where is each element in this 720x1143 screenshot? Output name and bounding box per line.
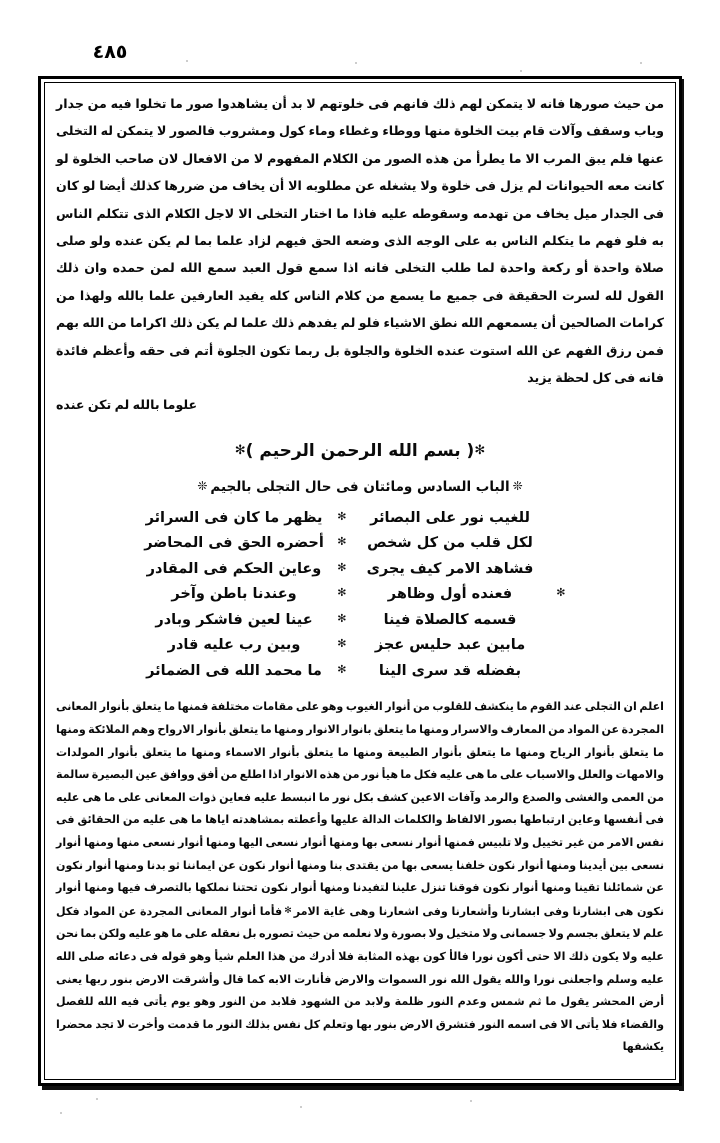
poem-verse bbox=[56, 633, 664, 659]
page-content bbox=[45, 83, 675, 1079]
verse-hemistich-first: فعنده أول وظاهر bbox=[387, 586, 513, 603]
verse-separator-icon: ✻ bbox=[337, 637, 347, 651]
poem-verse bbox=[56, 506, 664, 532]
poem-verse bbox=[56, 531, 664, 557]
scan-speck bbox=[640, 62, 642, 64]
scan-speck bbox=[355, 62, 357, 64]
verse-separator-icon: ✻ bbox=[337, 560, 347, 574]
page-border-inner bbox=[44, 82, 676, 1080]
verse-hemistich-first: فشاهد الامر كيف يجرى bbox=[366, 560, 534, 577]
star-icon: ✻ bbox=[474, 442, 486, 458]
scan-speck bbox=[520, 70, 522, 72]
star-icon: ✻ bbox=[284, 905, 292, 916]
flower-icon: ❊ bbox=[512, 478, 523, 493]
paragraph-text: اعلم ان التجلى عند القوم ما ينكشف للقلوب من أنوار الغيوب وهو على مقامات مختلفة فمنها ما يتعلق بأنوار المعانى المجردة عن المواد من المعارف والاسرار ومنها ما يتعلق بانوار الانوار ومنها ما يتعلق بأنوار الارواح وهم الملائكة ومنها ما يتعلق بأنوار الرياح ومنها ما يتعلق بأنوار الطبيعة ومنها ما يتعلق بأنوار الاسماء ومنها ما يتعلق بأنوار المولدات والامهات والعلل والاسباب على ما هى عليه فكل ما هيأ نور من هذه الانوار اذا اطلع من أفق ووافق عين البصيرة سالمة من العمى والغشى والصدع والرمد وآفات الاعين كشف بكل نور ما انبسط عليه فعاين ذوات المعانى على ما هى عليه فى أنفسها وعاين ارتباطها بصور الالفاظ والكلمات الدالة عليها وأعطته بمشاهدته اياها ما هى عليه من الحقائق فى نفس الامر من غير تخييل ولا تلبيس فمنها أنوار نسعى بها ومنها أنوار نسعى اليها ومنها أنوار نسعى منها ومنها أنوار نسعى بين أيدينا ومنها أنوار نكون خلفنا يسعى بها من يقتدى بنا ومنها أنوار نكون عن ايماننا ثو بدنا ومنها أنوار نكون عن شمائلنا تقينا ومنها أنوار نكون فوقنا تنزل علينا لتفيدنا ومنها أنوار نكون تحتنا نملكها بالتصرف فيها ومنها أنوار نكون هى ابشارنا وفى ابشارنا وأشعارنا وفى اشعارنا وهى غاية الامر bbox=[56, 700, 664, 918]
chapter-heading-text: الباب السادس ومائتان فى حال التجلى بالجيم bbox=[210, 478, 510, 495]
verse-separator-icon: ✻ bbox=[337, 509, 347, 523]
verse-hemistich-second: عينا لعين فاشكر وبادر bbox=[155, 611, 313, 628]
prose-block-bottom bbox=[56, 696, 664, 1059]
verse-trailing-star: ✻ bbox=[556, 586, 566, 600]
scan-speck bbox=[470, 1100, 472, 1102]
poem bbox=[56, 506, 664, 685]
verse-hemistich-second: ما محمد الله فى الضمائر bbox=[146, 662, 322, 679]
verse-separator-icon: ✻ bbox=[337, 535, 347, 549]
scan-speck bbox=[96, 1098, 98, 1100]
chapter-heading bbox=[56, 475, 664, 498]
verse-separator-icon: ✻ bbox=[337, 586, 347, 600]
verse-hemistich-first: بفضله قد سرى الينا bbox=[378, 662, 522, 679]
paragraph: علوما بالله لم تكن عنده bbox=[56, 397, 198, 413]
scan-speck bbox=[60, 1112, 62, 1114]
verse-hemistich-second: أحضره الحق فى المحاضر bbox=[144, 535, 324, 552]
page-border-frame bbox=[38, 76, 682, 1086]
verse-hemistich-second: وعندنا باطن وآخر bbox=[171, 586, 297, 603]
verse-separator-icon: ✻ bbox=[337, 662, 347, 676]
verse-hemistich-first: لكل قلب من كل شخص bbox=[367, 535, 533, 552]
flower-icon: ❊ bbox=[197, 478, 208, 493]
verse-hemistich-first: مابين عبد حليس عجز bbox=[374, 637, 526, 654]
poem-verse bbox=[56, 557, 664, 583]
star-icon: ✻ bbox=[234, 442, 246, 458]
page-number: ٤٨٥ bbox=[92, 41, 128, 63]
scan-speck bbox=[300, 1106, 302, 1108]
poem-verse bbox=[56, 608, 664, 634]
verse-separator-icon: ✻ bbox=[337, 611, 347, 625]
verse-hemistich-second: وبين رب عليه قادر bbox=[167, 637, 301, 654]
prose-block-top bbox=[56, 90, 664, 419]
paragraph: من حيث صورها فانه لا يتمكن لهم ذلك فانهم فى خلوتهم لا بد أن يشاهدوا صور ما تخلوا فيه من جدار وباب وسقف وآلات قام بيت الخلوة منها ووطاء وغطاء وماء كول ومشروب فالصور لا يتمكن له التخلى عنها فلم يبق المرب الا ما يطرأ من هذه الصور من الكلام المفهوم لا من الافعال لان صاحب الخلوة لو كانت معه الحيوانات لم يزل فى خلوة ولا يشغله عن مطلوبه الا أن يخاف من ضررها كذلك أيضا لو كان فى الجدار ميل يخاف من تهدمه وسقوطه عليه فاذا ما اختار التخلى الا لاجل الكلام الذى تتكلم الناس به فلو فهم ما يتكلم الناس به على الوجه الذى وضعه الحق فيهم لزاد علما بما لم يكن عنده ولو صلى صلاة واحدة أو ركعة واحدة لما طلب التخلى فانه اذا سمع قول العبد سمع الله لمن حمده وان ذلك القول لله لسرت الحقيقة فى جميع ما يسمع من كلام الناس كله يفيد العارفين علما بالله ولهذا من كرامات الصالحين أن يسمعهم الله نطق الاشياء فلو لم يفدهم ذلك علما لم يكن ذلك اكراما من الله بهم فمن رزق الفهم عن الله استوت عنده الخلوة والجلوة بل ربما تكون الجلوة أتم فى حقه وأعظم فائدة فانه فى كل لحظة يزيد bbox=[56, 96, 664, 386]
paragraph bbox=[56, 696, 664, 1059]
poem-verse bbox=[56, 659, 664, 685]
basmala-text: ( بسم الله الرحمن الرحيم ) bbox=[245, 440, 475, 461]
poem-verse bbox=[56, 582, 664, 608]
verse-hemistich-second: يظهر ما كان فى السرائر bbox=[145, 509, 323, 526]
verse-hemistich-second: وعاين الحكم فى المقادر bbox=[146, 560, 322, 577]
verse-hemistich-first: للغيب نور على البصائر bbox=[370, 509, 530, 526]
verse-hemistich-first: قسمه كالصلاة فينا bbox=[383, 611, 517, 628]
basmala-line bbox=[56, 437, 664, 465]
paragraph-text: فأما أنوار المعانى المجردة عن المواد فكل علم لا يتعلق بجسم ولا جسمانى ولا متخيل ولا بصورة ولا نعلمه من حيث تصوره بل نعقله على ما هو عليه ولكن بما نحن عليه ولا يكون ذلك الا حتى أكون نورا فالأ كون بهذه المثابة فلا أدرك من هذا العلم شيأ وهو قوله فى دعائه صلى الله عليه وسلم واجعلنى نورا والله يقول الله نور السموات والارض فأنارت الابه كما قال وأشرقت الارض بنور ربها يعنى أرض المحشر يقول ما ثم شمس وعدم النور ظلمة ولابد من الشهود فلابد من النور وهو يوم يأتى فيه الله للفصل والقضاء فلا يأتى الا فى اسمه النور فتشرق الارض بنور بها وتعلم كل نفس بذلك النور ما قدمت وأخرت لا تجد محضرا يكشفها bbox=[56, 904, 664, 1054]
